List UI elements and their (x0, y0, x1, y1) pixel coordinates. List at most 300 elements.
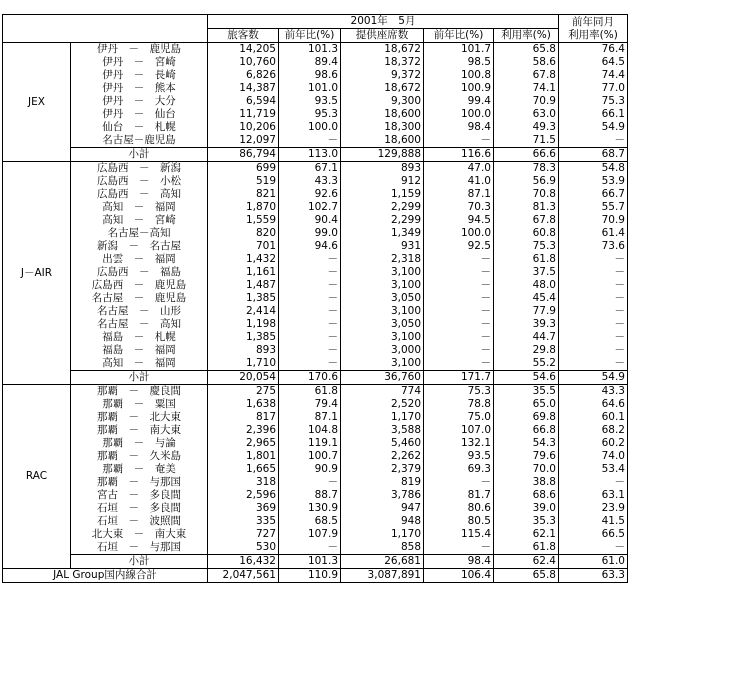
data-cell: 92.5 (424, 240, 494, 253)
data-cell: 55.2 (532, 357, 556, 370)
table-row (3, 240, 628, 253)
data-cell: 77.0 (559, 82, 628, 95)
data-cell: 318 (208, 476, 279, 489)
data-cell: － (559, 331, 628, 344)
table-row (3, 188, 628, 201)
data-cell: 65.0 (532, 398, 556, 411)
data-cell: 67.8 (532, 69, 556, 82)
data-cell: － (279, 134, 341, 148)
data-cell: 61.4 (559, 227, 628, 240)
data-cell: 54.8 (559, 162, 628, 176)
subtotal-cell: 54.6 (494, 371, 559, 385)
data-cell: 61.8 (532, 253, 556, 266)
route-name: 高知 － 宮崎 (71, 214, 208, 227)
route-statistics-sheet (2, 14, 628, 583)
total-row (3, 569, 628, 583)
data-cell: 102.7 (279, 201, 341, 214)
data-cell: 67.8 (532, 214, 556, 227)
subtotal-row (3, 371, 628, 385)
data-cell: － (559, 541, 628, 555)
table-row (3, 305, 628, 318)
table-row (3, 214, 628, 227)
data-cell: 53.4 (559, 463, 628, 476)
data-cell: 1,170 (341, 411, 424, 424)
data-cell: 119.1 (279, 437, 341, 450)
data-cell: 77.9 (532, 305, 556, 318)
data-cell: 66.5 (559, 528, 628, 541)
col-passengers-yoy: 前年比(%) (279, 29, 341, 43)
data-cell: 70.9 (559, 214, 628, 227)
data-cell: 2,596 (208, 489, 279, 502)
subtotal-label: 小計 (71, 371, 208, 385)
data-cell: 81.3 (532, 201, 556, 214)
route-name: 広島西 － 福島 (71, 266, 208, 279)
data-cell: － (559, 305, 628, 318)
data-cell: － (424, 357, 494, 371)
data-cell: 75.3 (559, 95, 628, 108)
subtotal-cell: 129,888 (341, 148, 424, 162)
data-cell: 11,719 (208, 108, 279, 121)
data-cell: 819 (341, 476, 424, 489)
data-cell: 948 (341, 515, 424, 528)
subtotal-row (3, 148, 628, 162)
route-name: 石垣 － 与那国 (71, 541, 208, 555)
data-cell: 81.7 (424, 489, 494, 502)
data-cell: 78.3 (532, 162, 556, 175)
data-cell: 931 (341, 240, 424, 253)
data-cell: 49.3 (532, 121, 556, 134)
data-cell: 47.0 (424, 162, 494, 176)
data-cell: － (424, 344, 494, 357)
data-cell: － (279, 331, 341, 344)
table-row (3, 318, 628, 331)
data-cell: 70.8 (532, 188, 556, 201)
route-name: 名古屋－高知 (71, 227, 208, 240)
data-cell: － (424, 266, 494, 279)
data-cell: 1,385 (208, 292, 279, 305)
data-cell: 530 (208, 541, 279, 555)
data-cell: 61.8 (279, 385, 341, 399)
data-cell: 104.8 (279, 424, 341, 437)
route-name: 石垣 － 多良間 (71, 502, 208, 515)
data-cell: 92.6 (279, 188, 341, 201)
data-cell: 947 (341, 502, 424, 515)
route-name: 石垣 － 波照間 (71, 515, 208, 528)
route-name: 伊丹 － 大分 (71, 95, 208, 108)
total-cell: 65.8 (494, 569, 559, 583)
data-cell: 89.4 (279, 56, 341, 69)
data-cell: 893 (341, 162, 424, 176)
table-row (3, 437, 628, 450)
data-cell: 99.4 (424, 95, 494, 108)
data-cell: 38.8 (532, 476, 556, 489)
data-cell: － (279, 305, 341, 318)
data-cell: 61.8 (532, 541, 556, 554)
group-name: JEX (3, 43, 71, 162)
route-name: 広島西 － 小松 (71, 175, 208, 188)
data-cell: － (279, 476, 341, 489)
data-cell: 88.7 (279, 489, 341, 502)
data-cell: 3,050 (341, 292, 424, 305)
route-name: 広島西 － 新潟 (71, 162, 208, 176)
data-cell: － (279, 279, 341, 292)
subtotal-cell: 68.7 (559, 148, 628, 162)
subtotal-cell: 86,794 (208, 148, 279, 162)
route-name: 伊丹 － 宮崎 (71, 56, 208, 69)
data-cell: 64.5 (559, 56, 628, 69)
data-cell: － (279, 266, 341, 279)
table-row (3, 515, 628, 528)
data-cell: 3,050 (341, 318, 424, 331)
subtotal-cell: 61.0 (559, 555, 628, 569)
data-cell: 1,198 (208, 318, 279, 331)
data-cell: 53.9 (559, 175, 628, 188)
table-row (3, 450, 628, 463)
route-name: 那覇 － 南大東 (71, 424, 208, 437)
table-row (3, 56, 628, 69)
data-cell: 107.9 (279, 528, 341, 541)
data-cell: 3,100 (341, 357, 424, 371)
data-cell: 37.5 (532, 266, 556, 279)
data-cell: － (424, 292, 494, 305)
data-cell: － (559, 357, 628, 371)
subtotal-cell: 36,760 (341, 371, 424, 385)
data-cell: 44.7 (532, 331, 556, 344)
data-cell: 817 (208, 411, 279, 424)
data-cell: 43.3 (559, 385, 628, 399)
route-name: 広島西 － 高知 (71, 188, 208, 201)
data-cell: － (424, 253, 494, 266)
data-cell: 35.3 (532, 515, 556, 528)
subtotal-cell: 26,681 (341, 555, 424, 569)
data-cell: 14,387 (208, 82, 279, 95)
data-cell: 35.5 (532, 385, 556, 398)
data-cell: 2,318 (341, 253, 424, 266)
data-cell: 87.1 (424, 188, 494, 201)
data-cell: 76.4 (559, 43, 628, 57)
route-name: 那覇 － 与那国 (71, 476, 208, 489)
route-name: 伊丹 － 熊本 (71, 82, 208, 95)
data-cell: 101.0 (279, 82, 341, 95)
data-cell: 68.5 (279, 515, 341, 528)
table-row (3, 82, 628, 95)
route-name: 名古屋 － 鹿児島 (71, 292, 208, 305)
data-cell: 3,100 (341, 331, 424, 344)
total-cell: 63.3 (559, 569, 628, 583)
data-cell: 3,100 (341, 305, 424, 318)
data-cell: 519 (208, 175, 279, 188)
col-load-factor: 利用率(%) (494, 29, 559, 43)
data-cell: 2,299 (341, 214, 424, 227)
total-cell: 110.9 (279, 569, 341, 583)
data-cell: 41.5 (559, 515, 628, 528)
data-cell: 3,000 (341, 344, 424, 357)
route-name: 那覇 － 久米島 (71, 450, 208, 463)
data-cell: － (279, 357, 341, 371)
data-cell: － (559, 344, 628, 357)
route-name: 出雲 － 福岡 (71, 253, 208, 266)
route-name: 福島 － 札幌 (71, 331, 208, 344)
table-row (3, 227, 628, 240)
table-row (3, 541, 628, 555)
table-row (3, 489, 628, 502)
data-cell: 63.1 (559, 489, 628, 502)
table-row (3, 134, 628, 148)
data-cell: 1,385 (208, 331, 279, 344)
data-cell: 98.4 (424, 121, 494, 134)
data-cell: 87.1 (279, 411, 341, 424)
table-row (3, 253, 628, 266)
route-table (2, 14, 628, 583)
data-cell: 18,600 (341, 108, 424, 121)
table-row (3, 266, 628, 279)
data-cell: － (279, 292, 341, 305)
data-cell: 74.1 (532, 82, 556, 95)
col-seats: 提供座席数 (341, 29, 424, 43)
data-cell: 275 (208, 385, 279, 399)
data-cell: － (424, 318, 494, 331)
data-cell: 101.3 (279, 43, 341, 57)
data-cell: 65.8 (532, 43, 556, 56)
route-name: 新潟 － 名古屋 (71, 240, 208, 253)
data-cell: 41.0 (424, 175, 494, 188)
data-cell: 6,594 (208, 95, 279, 108)
data-cell: 1,710 (208, 357, 279, 371)
data-cell: 12,097 (208, 134, 279, 148)
route-name: 高知 － 福岡 (71, 201, 208, 214)
data-cell: 55.7 (559, 201, 628, 214)
data-cell: 98.5 (424, 56, 494, 69)
route-name: 那覇 － 慶良間 (71, 385, 208, 399)
data-cell: 3,588 (341, 424, 424, 437)
data-cell: 71.5 (532, 134, 556, 147)
table-row (3, 357, 628, 371)
header-row-1 (3, 15, 628, 29)
col-passengers: 旅客数 (208, 29, 279, 43)
data-cell: 699 (208, 162, 279, 176)
group-name: RAC (3, 385, 71, 569)
table-row (3, 398, 628, 411)
data-cell: 821 (208, 188, 279, 201)
subtotal-cell: 20,054 (208, 371, 279, 385)
data-cell: － (279, 344, 341, 357)
data-cell: 68.2 (559, 424, 628, 437)
data-cell: 90.4 (279, 214, 341, 227)
subtotal-cell: 113.0 (279, 148, 341, 162)
data-cell: 2,414 (208, 305, 279, 318)
data-cell: 2,396 (208, 424, 279, 437)
table-row (3, 411, 628, 424)
data-cell: 74.4 (559, 69, 628, 82)
data-cell: 75.0 (424, 411, 494, 424)
data-cell: 701 (208, 240, 279, 253)
subtotal-label: 小計 (71, 555, 208, 569)
data-cell: 80.5 (424, 515, 494, 528)
total-cell: 106.4 (424, 569, 494, 583)
data-cell: 820 (208, 227, 279, 240)
data-cell: 18,672 (341, 82, 424, 95)
data-cell: 3,786 (341, 489, 424, 502)
route-name: 高知 － 福岡 (71, 357, 208, 371)
table-row (3, 502, 628, 515)
route-name: 広島西 － 鹿児島 (71, 279, 208, 292)
data-cell: 2,965 (208, 437, 279, 450)
table-row (3, 279, 628, 292)
col-seats-yoy: 前年比(%) (424, 29, 494, 43)
route-name: 那覇 － 奄美 (71, 463, 208, 476)
table-row (3, 201, 628, 214)
data-cell: 79.6 (532, 450, 556, 463)
route-name: 福島 － 福岡 (71, 344, 208, 357)
data-cell: 29.8 (532, 344, 556, 357)
data-cell: 101.7 (424, 43, 494, 57)
data-cell: － (424, 305, 494, 318)
subtotal-cell: 54.9 (559, 371, 628, 385)
data-cell: 94.5 (424, 214, 494, 227)
data-cell: 727 (208, 528, 279, 541)
route-name: 那覇 － 北大東 (71, 411, 208, 424)
route-name: 伊丹 － 長崎 (71, 69, 208, 82)
data-cell: 2,520 (341, 398, 424, 411)
header-row-2 (3, 29, 628, 43)
data-cell: 66.1 (559, 108, 628, 121)
period-header: 2001年 5月 (208, 15, 559, 29)
table-row (3, 528, 628, 541)
prev-period-header: 前年同月 (559, 15, 628, 29)
table-row (3, 476, 628, 489)
table-row (3, 385, 628, 399)
data-cell: 1,801 (208, 450, 279, 463)
data-cell: 369 (208, 502, 279, 515)
data-cell: － (424, 541, 494, 555)
table-row (3, 162, 628, 176)
data-cell: 60.1 (559, 411, 628, 424)
data-cell: 80.6 (424, 502, 494, 515)
subtotal-cell: 98.4 (424, 555, 494, 569)
data-cell: 90.9 (279, 463, 341, 476)
data-cell: 62.1 (532, 528, 556, 541)
subtotal-cell: 101.3 (279, 555, 341, 569)
data-cell: 1,665 (208, 463, 279, 476)
data-cell: 18,300 (341, 121, 424, 134)
data-cell: － (279, 253, 341, 266)
route-name: 名古屋 － 山形 (71, 305, 208, 318)
col-prev-load-factor: 利用率(%) (559, 29, 628, 43)
data-cell: 54.3 (532, 437, 556, 450)
table-row (3, 43, 628, 57)
data-cell: 115.4 (424, 528, 494, 541)
table-row (3, 331, 628, 344)
table-row (3, 108, 628, 121)
data-cell: 68.6 (532, 489, 556, 502)
data-cell: 6,826 (208, 69, 279, 82)
data-cell: 70.3 (424, 201, 494, 214)
data-cell: 39.0 (532, 502, 556, 515)
route-name: 名古屋 － 高知 (71, 318, 208, 331)
subtotal-cell: 116.6 (424, 148, 494, 162)
data-cell: － (559, 266, 628, 279)
table-row (3, 292, 628, 305)
data-cell: 23.9 (559, 502, 628, 515)
route-name: 伊丹 － 仙台 (71, 108, 208, 121)
data-cell: 1,161 (208, 266, 279, 279)
data-cell: － (424, 331, 494, 344)
data-cell: 10,206 (208, 121, 279, 134)
total-cell: 2,047,561 (208, 569, 279, 583)
data-cell: 54.9 (559, 121, 628, 134)
data-cell: － (559, 134, 628, 148)
data-cell: 100.0 (424, 227, 494, 240)
route-name: 宮古 － 多良間 (71, 489, 208, 502)
data-cell: 75.3 (532, 240, 556, 253)
data-cell: 1,487 (208, 279, 279, 292)
data-cell: 1,559 (208, 214, 279, 227)
data-cell: 2,379 (341, 463, 424, 476)
data-cell: 63.0 (532, 108, 556, 121)
route-name: 伊丹 － 鹿児島 (71, 43, 208, 57)
data-cell: 3,100 (341, 279, 424, 292)
subtotal-cell: 62.4 (494, 555, 559, 569)
data-cell: 100.8 (424, 69, 494, 82)
total-cell: 3,087,891 (341, 569, 424, 583)
data-cell: 75.3 (424, 385, 494, 399)
data-cell: 774 (341, 385, 424, 399)
route-name: 仙台 － 札幌 (71, 121, 208, 134)
data-cell: 64.6 (559, 398, 628, 411)
data-cell: 66.8 (532, 424, 556, 437)
table-row (3, 344, 628, 357)
data-cell: － (424, 279, 494, 292)
data-cell: 79.4 (279, 398, 341, 411)
data-cell: 70.9 (532, 95, 556, 108)
route-name: 北大東 － 南大東 (71, 528, 208, 541)
data-cell: 60.8 (532, 227, 556, 240)
data-cell: 70.0 (532, 463, 556, 476)
data-cell: 60.2 (559, 437, 628, 450)
data-cell: 58.6 (532, 56, 556, 69)
data-cell: 2,262 (341, 450, 424, 463)
data-cell: 10,760 (208, 56, 279, 69)
data-cell: 43.3 (279, 175, 341, 188)
data-cell: 66.7 (559, 188, 628, 201)
data-cell: 93.5 (424, 450, 494, 463)
data-cell: 3,100 (341, 266, 424, 279)
data-cell: 73.6 (559, 240, 628, 253)
data-cell: 74.0 (559, 450, 628, 463)
data-cell: 1,432 (208, 253, 279, 266)
data-cell: 95.3 (279, 108, 341, 121)
data-cell: － (559, 318, 628, 331)
table-row (3, 95, 628, 108)
subtotal-label: 小計 (71, 148, 208, 162)
data-cell: 1,638 (208, 398, 279, 411)
data-cell: 107.0 (424, 424, 494, 437)
group-name: J－AIR (3, 162, 71, 385)
data-cell: 39.3 (532, 318, 556, 331)
data-cell: 94.6 (279, 240, 341, 253)
data-cell: 45.4 (532, 292, 556, 305)
data-cell: 69.8 (532, 411, 556, 424)
data-cell: 1,159 (341, 188, 424, 201)
route-name: 那覇 － 与論 (71, 437, 208, 450)
subtotal-cell: 16,432 (208, 555, 279, 569)
data-cell: 132.1 (424, 437, 494, 450)
data-cell: 67.1 (279, 162, 341, 176)
data-cell: 18,672 (341, 43, 424, 57)
route-name: 那覇 － 粟国 (71, 398, 208, 411)
data-cell: － (559, 292, 628, 305)
data-cell: 18,372 (341, 56, 424, 69)
